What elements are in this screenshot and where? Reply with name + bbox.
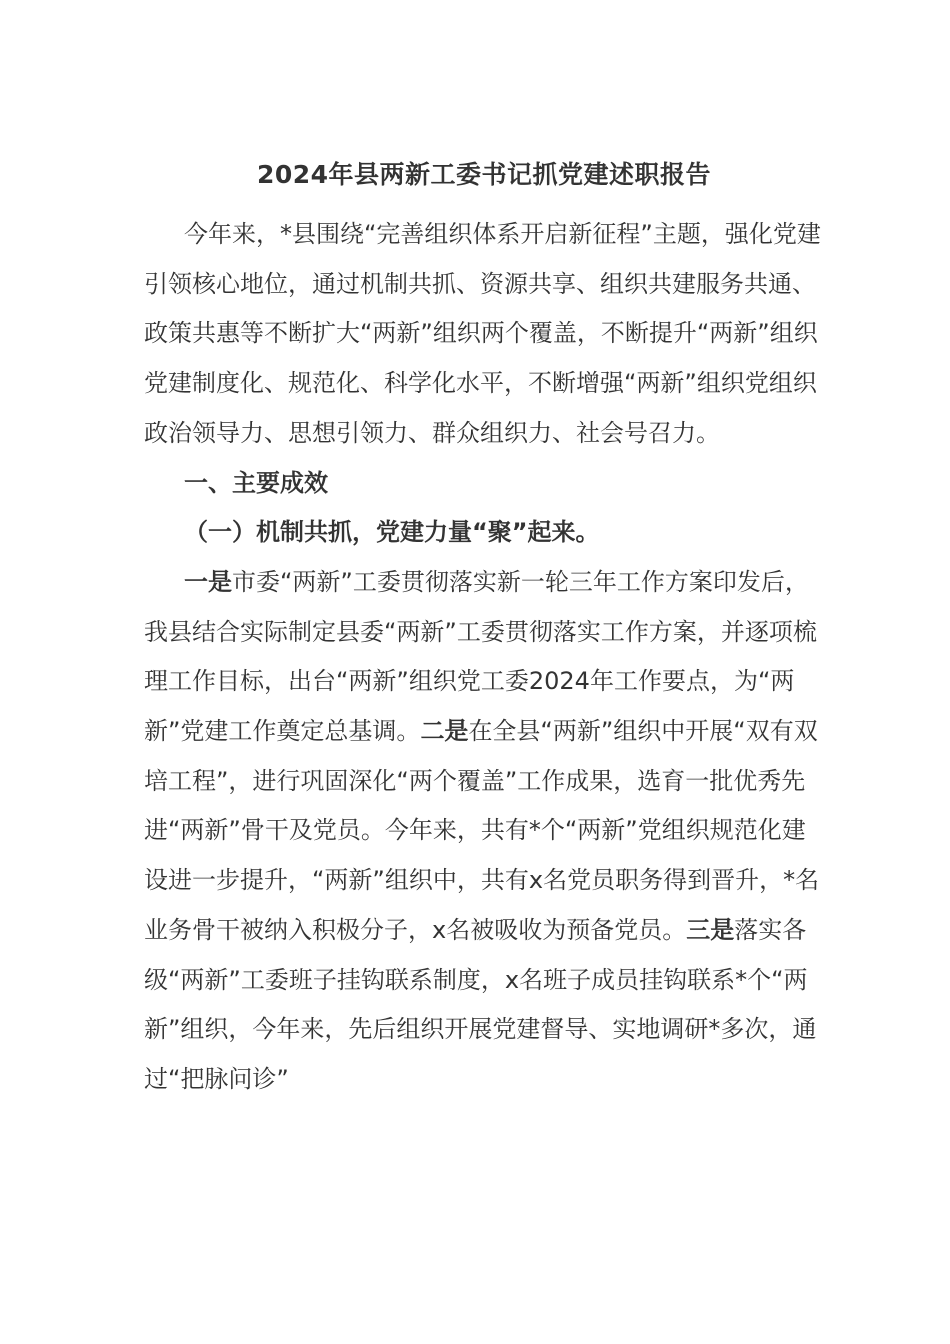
document-page — [144, 150, 824, 1105]
text-second: 在全县“两新”组织中开展“双有双培工程”，进行巩固深化“两个覆盖”工作成果，选育一批优秀先进“两新”骨干及党员。今年来，共有*个“两新”党组织规范化建设进一步提升，“两新”组织中，共有x名党员职务得到晋升，*名业务骨干被纳入积极分子，x名被吸收为预备党员。 — [144, 717, 820, 944]
text-third: 落实各级“两新”工委班子挂钩联系制度，x名班子成员挂钩联系*个“两新”组织，今年来，先后组织开展党建督导、实地调研*多次，通过“把脉问诊” — [144, 915, 817, 1093]
lead-first: 一是 — [184, 567, 232, 596]
document-title: 2024年县两新工委书记抓党建述职报告 — [256, 160, 712, 189]
lead-third: 三是 — [686, 915, 735, 944]
subsection-heading-mechanism: （一）机制共抓，党建力量“聚”起来。 — [184, 518, 600, 547]
body-paragraph-mechanism — [144, 558, 824, 1105]
section-heading-main-achievements: 一、主要成效 — [184, 468, 328, 497]
text-first: 市委“两新”工委贯彻落实新一轮三年工作方案印发后，我县结合实际制定县委“两新”工委贯彻落实工作方案，并逐项梳理工作目标，出台“两新”组织党工委2024年工作要点，为“两新”党建工作奠定总基调。 — [144, 567, 817, 746]
lead-second: 二是 — [420, 717, 469, 746]
intro-paragraph: 今年来，*县围绕“完善组织体系开启新征程”主题，强化党建引领核心地位，通过机制共抓、资源共享、组织共建服务共通、政策共惠等不断扩大“两新”组织两个覆盖，不断提升“两新”组织党建制度化、规范化、科学化水平，不断增强“两新”组织党组织政治领导力、思想引领力、群众组织力、社会号召力。 — [144, 220, 821, 447]
